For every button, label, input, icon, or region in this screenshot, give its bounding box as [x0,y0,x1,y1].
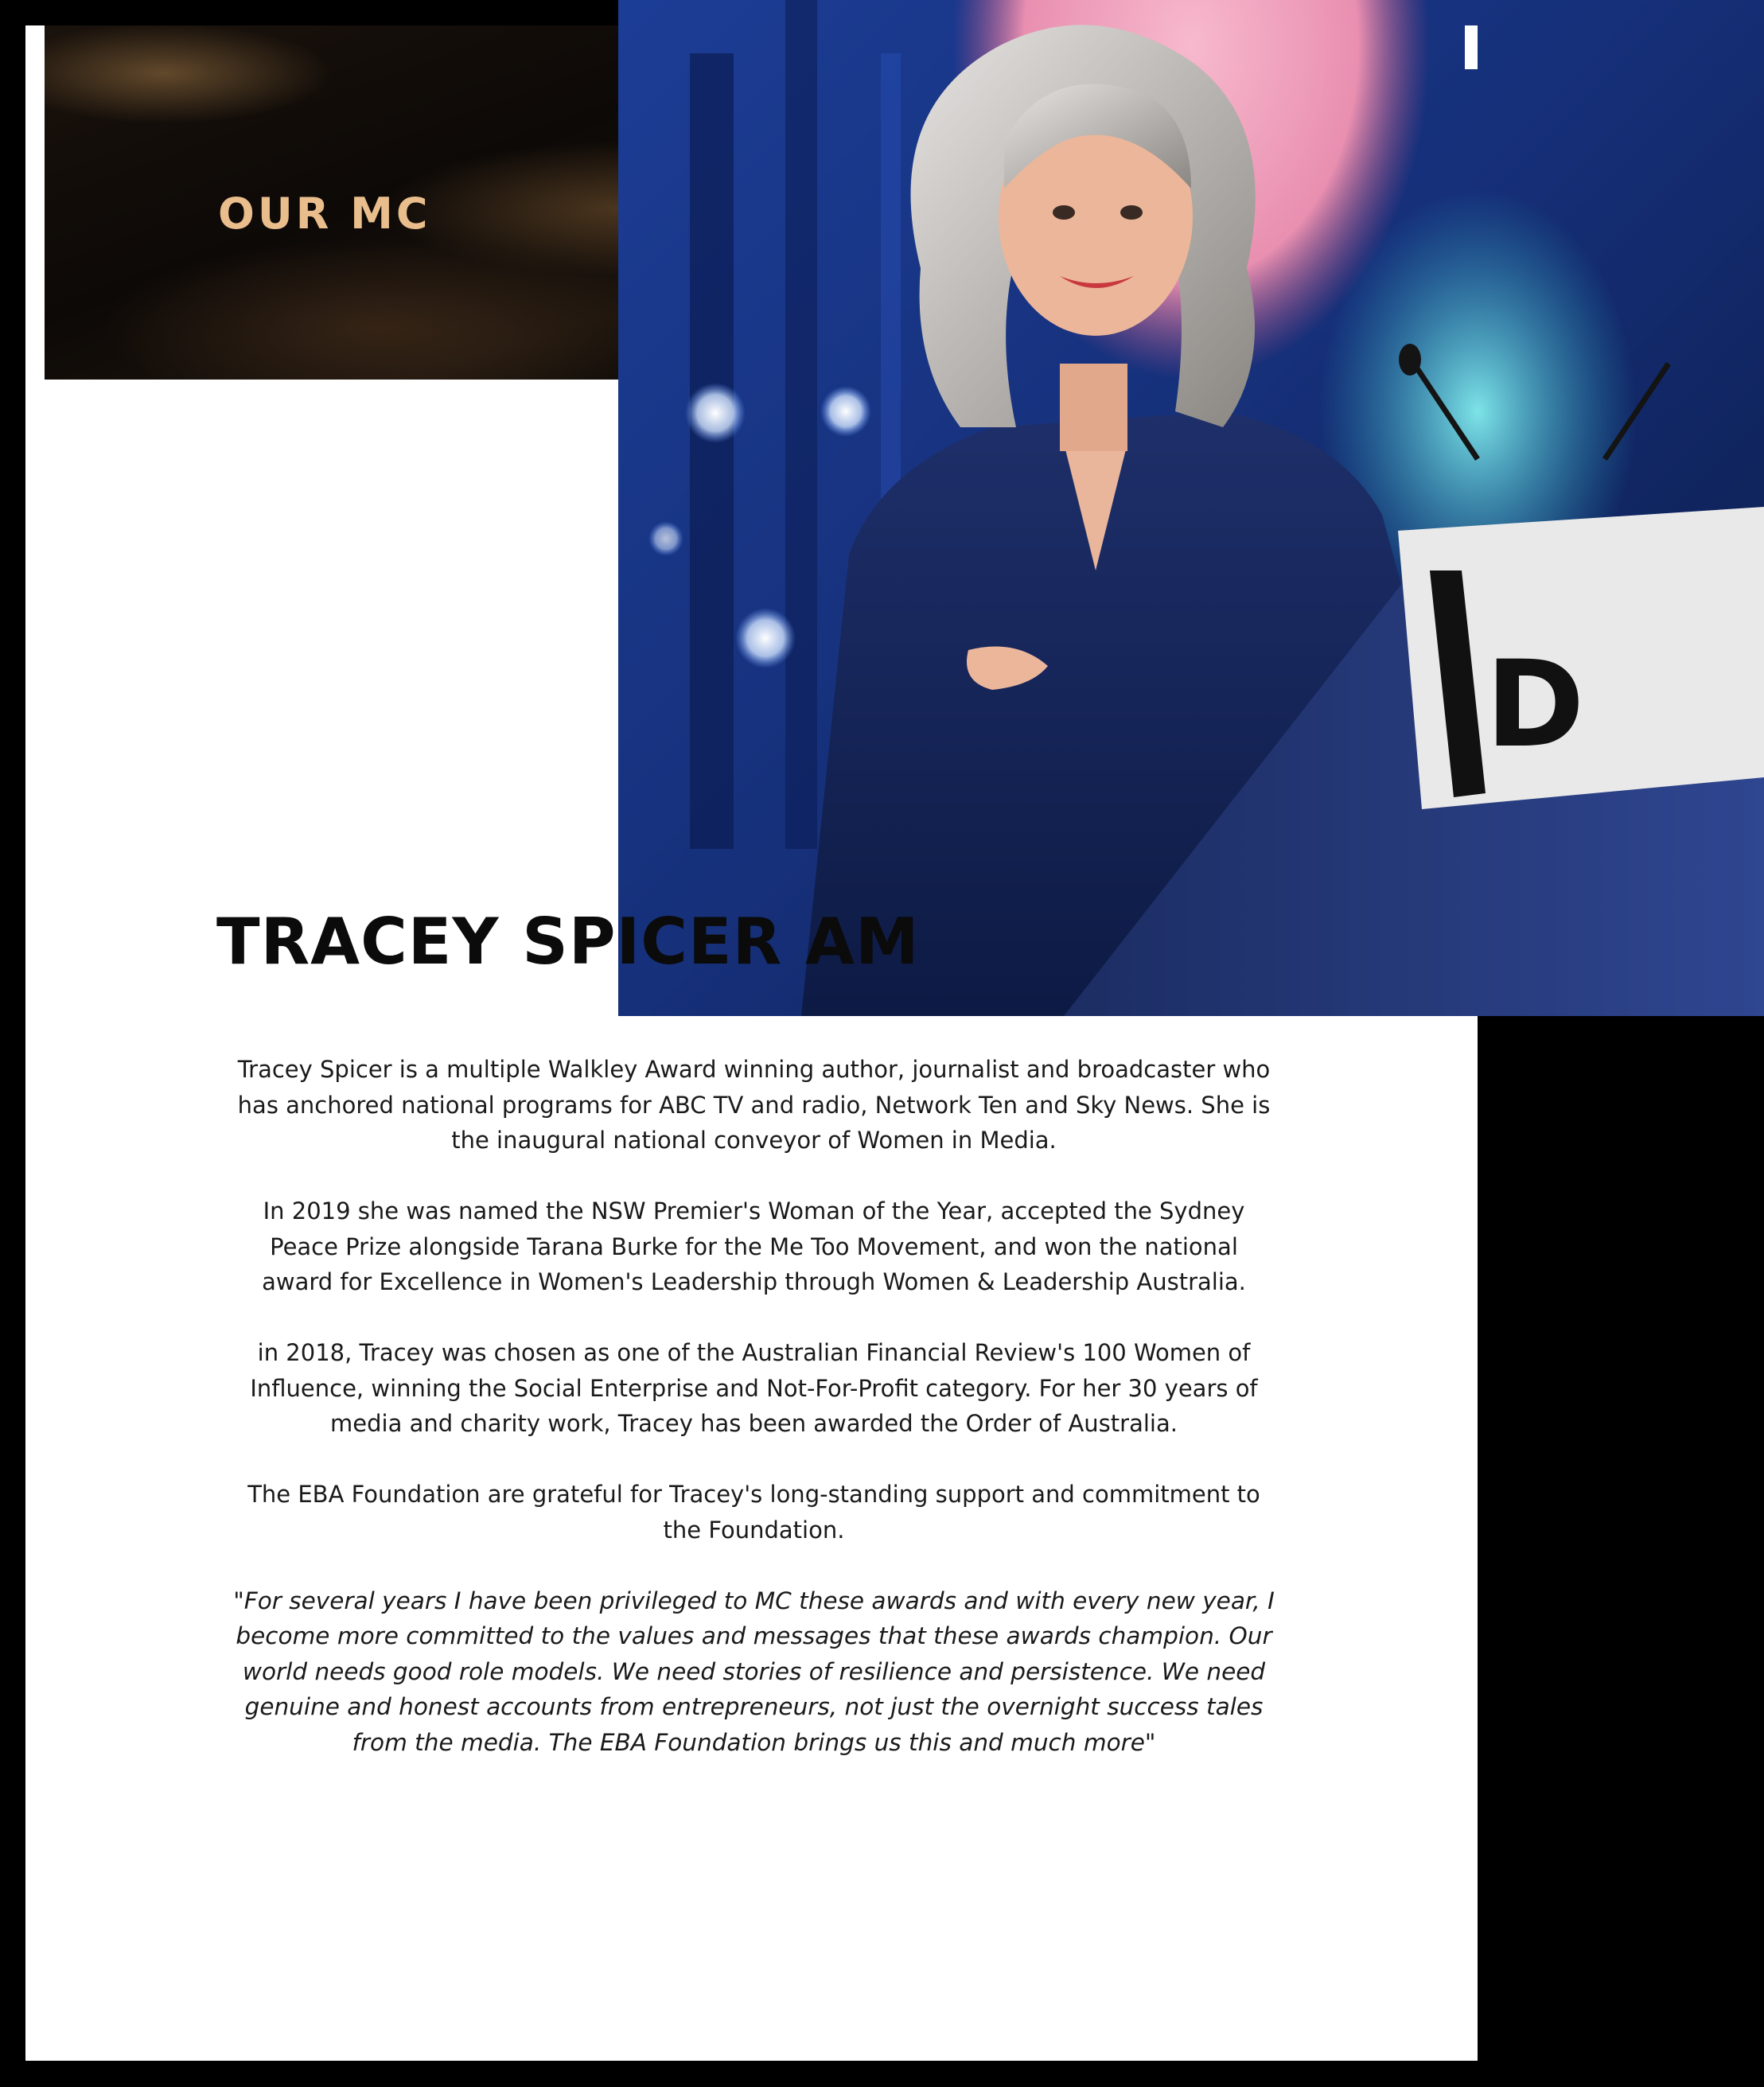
bio-paragraph: The EBA Foundation are grateful for Tracey's long-standing support and commitment to the Foundation. [247,1481,1260,1544]
corner-mark [1465,25,1478,69]
page [25,25,1585,2061]
portrait-illustration [618,0,1764,1016]
mc-name-heading: TRACEY SPICER AM [216,905,920,979]
bio-paragraph: Tracey Spicer is a multiple Walkley Award winning author, journalist and broadcaster who has anchored national programs for ABC TV and radio, Network Ten and Sky News. She is the inaugural national conveyor of Women in Media. [237,1056,1271,1154]
bio-paragraph: In 2019 she was named the NSW Premier's Woman of the Year, accepted the Sydney Peace Prize alongside Tarana Burke for the Me Too Movement, and won the national award for Excellence in Women's Leadership through Women & Leadership Australia. [262,1197,1246,1295]
bio-section [231,1052,1277,1760]
mc-quote: "For several years I have been privileged to MC these awards and with every new year, I become more committed to the values and messages that these awards champion. Our world needs good role models. We need stories of resilience and persistence. We need genuine and honest accounts from entrepreneurs, not just the overnight success tales from the media. The EBA Foundation brings us this and much more" [233,1587,1275,1756]
podium-letter: D [1486,636,1585,774]
mc-portrait-photo [618,0,1764,1016]
banner-title: OUR MC [218,189,431,239]
bio-paragraph: in 2018, Tracey was chosen as one of the Australian Financial Review's 100 Women of Influence, winning the Social Enterprise and Not-For-Profit category. For her 30 years of media and charity work, Tracey has been awarded the Order of Australia. [250,1339,1258,1437]
